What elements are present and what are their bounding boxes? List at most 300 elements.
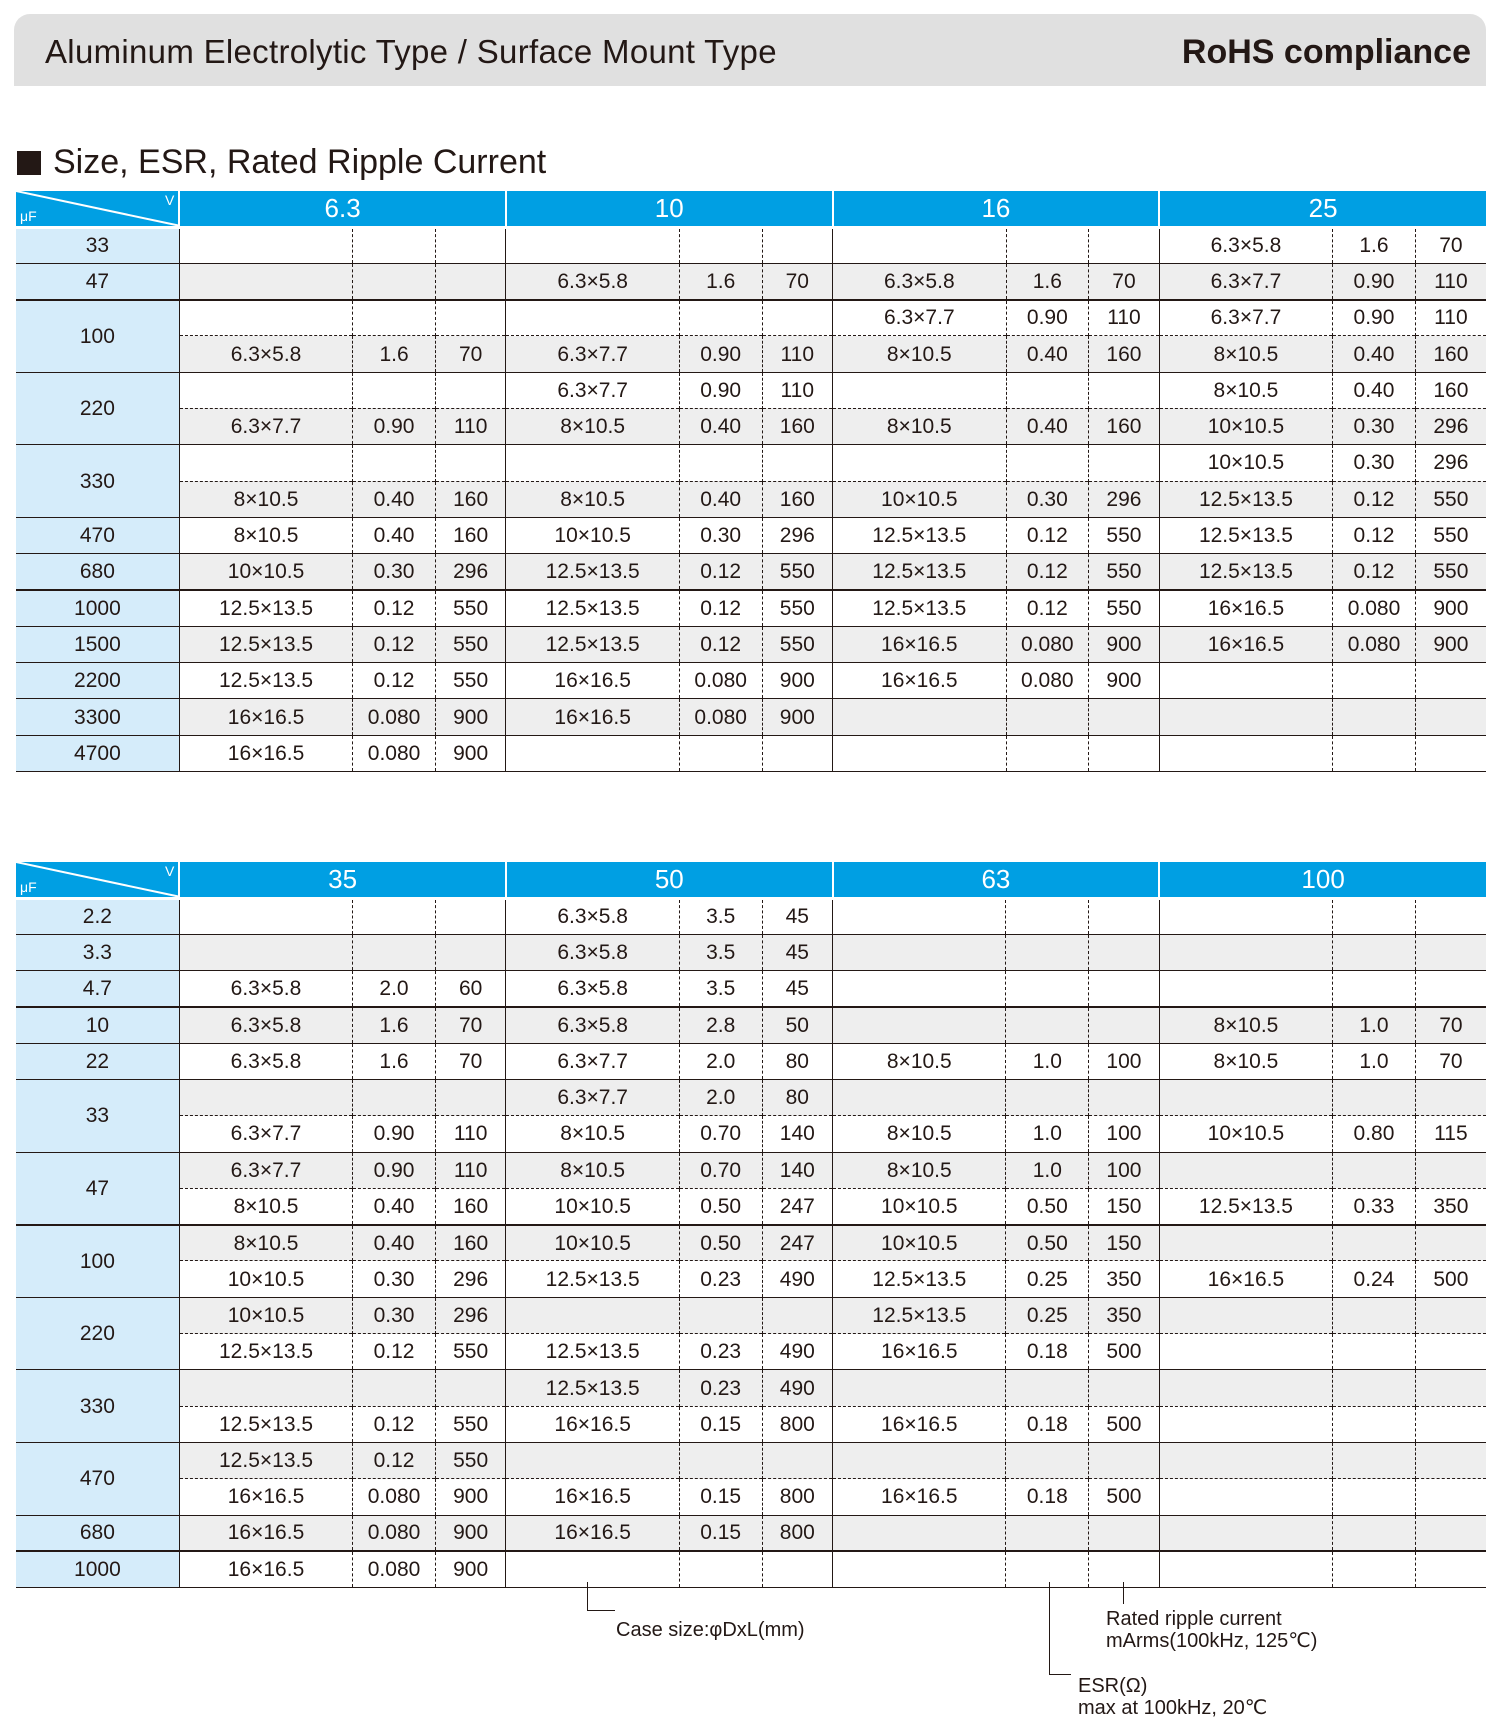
capacitance-cell: 220 bbox=[16, 1297, 179, 1370]
ripple-current-cell: 350 bbox=[1089, 1297, 1160, 1333]
esr-cell: 0.40 bbox=[1006, 408, 1089, 444]
ripple-current-cell: 140 bbox=[762, 1116, 833, 1152]
ripple-current-cell bbox=[1415, 1225, 1486, 1261]
ripple-current-cell bbox=[435, 372, 506, 408]
esr-cell: 2.0 bbox=[679, 1079, 762, 1115]
ripple-current-cell: 110 bbox=[762, 336, 833, 372]
esr-cell: 0.30 bbox=[353, 1261, 436, 1297]
esr-cell: 1.0 bbox=[1006, 1116, 1089, 1152]
case-size-cell: 6.3×7.7 bbox=[1159, 300, 1332, 336]
ripple-current-cell: 110 bbox=[762, 372, 833, 408]
ripple-current-cell: 45 bbox=[762, 971, 833, 1007]
table-row bbox=[16, 372, 1486, 408]
case-size-cell: 16×16.5 bbox=[833, 1334, 1006, 1370]
ripple-current-cell: 500 bbox=[1415, 1261, 1486, 1297]
table-row bbox=[16, 1334, 1486, 1370]
case-size-cell: 8×10.5 bbox=[506, 1152, 679, 1188]
esr-cell: 0.12 bbox=[679, 554, 762, 590]
voltage-header: 16 bbox=[833, 191, 1160, 227]
table-row bbox=[16, 1479, 1486, 1515]
esr-cell: 1.0 bbox=[1333, 1007, 1416, 1043]
table-row bbox=[16, 1007, 1486, 1043]
case-size-cell: 6.3×7.7 bbox=[506, 1043, 679, 1079]
ripple-current-cell: 900 bbox=[762, 663, 833, 699]
ripple-current-cell bbox=[1089, 445, 1160, 481]
case-size-cell: 6.3×5.8 bbox=[179, 1043, 352, 1079]
case-size-cell: 12.5×13.5 bbox=[1159, 481, 1332, 517]
capacitance-cell: 10 bbox=[16, 1007, 179, 1043]
esr-cell bbox=[1006, 735, 1089, 771]
esr-cell: 2.8 bbox=[679, 1007, 762, 1043]
case-size-cell: 8×10.5 bbox=[506, 408, 679, 444]
case-size-cell: 10×10.5 bbox=[179, 1261, 352, 1297]
voltage-unit-label: V bbox=[164, 192, 175, 208]
esr-cell bbox=[1006, 1370, 1089, 1406]
ripple-current-cell: 100 bbox=[1089, 1116, 1160, 1152]
ripple-current-cell bbox=[1089, 1370, 1160, 1406]
case-size-cell bbox=[1159, 934, 1332, 970]
diagonal-divider-icon bbox=[16, 862, 178, 897]
esr-cell bbox=[1006, 1442, 1089, 1478]
esr-cell bbox=[1006, 971, 1089, 1007]
esr-cell: 0.30 bbox=[353, 554, 436, 590]
esr-cell: 0.70 bbox=[679, 1152, 762, 1188]
table-row bbox=[16, 336, 1486, 372]
table-row bbox=[16, 517, 1486, 553]
case-size-cell bbox=[506, 227, 679, 263]
esr-cell bbox=[1333, 1079, 1416, 1115]
voltage-header: 25 bbox=[1159, 191, 1486, 227]
esr-cell: 0.12 bbox=[1006, 517, 1089, 553]
case-size-cell: 10×10.5 bbox=[833, 481, 1006, 517]
esr-cell: 0.90 bbox=[353, 408, 436, 444]
ripple-current-cell: 247 bbox=[762, 1225, 833, 1261]
case-size-pointer bbox=[587, 1582, 588, 1610]
table-row bbox=[16, 898, 1486, 934]
capacitance-cell: 100 bbox=[16, 1225, 179, 1298]
esr-cell bbox=[353, 445, 436, 481]
case-size-cell: 12.5×13.5 bbox=[506, 1334, 679, 1370]
esr-cell: 0.080 bbox=[1006, 626, 1089, 662]
capacitance-cell: 220 bbox=[16, 372, 179, 445]
esr-cell bbox=[353, 1370, 436, 1406]
ripple-current-cell: 900 bbox=[1415, 590, 1486, 626]
esr-cell: 0.90 bbox=[1333, 263, 1416, 299]
esr-cell: 0.12 bbox=[353, 1442, 436, 1478]
esr-cell: 1.6 bbox=[353, 1007, 436, 1043]
esr-cell: 0.12 bbox=[353, 1334, 436, 1370]
ripple-current-cell: 110 bbox=[435, 1116, 506, 1152]
esr-cell: 0.90 bbox=[1006, 300, 1089, 336]
case-size-cell: 16×16.5 bbox=[1159, 590, 1332, 626]
ripple-current-cell bbox=[762, 1551, 833, 1587]
ripple-current-cell bbox=[762, 445, 833, 481]
esr-cell: 0.40 bbox=[353, 1225, 436, 1261]
case-size-cell: 12.5×13.5 bbox=[1159, 1188, 1332, 1224]
case-size-cell bbox=[179, 263, 352, 299]
ripple-current-cell bbox=[435, 227, 506, 263]
rohs-compliance-label: RoHS compliance bbox=[1181, 33, 1471, 71]
esr-cell: 0.080 bbox=[679, 663, 762, 699]
ripple-current-cell bbox=[1089, 934, 1160, 970]
esr-cell: 0.080 bbox=[1333, 590, 1416, 626]
ripple-current-cell: 296 bbox=[435, 1261, 506, 1297]
case-size-cell: 6.3×5.8 bbox=[506, 263, 679, 299]
case-size-cell bbox=[833, 971, 1006, 1007]
ripple-current-cell: 550 bbox=[1089, 517, 1160, 553]
esr-cell: 0.12 bbox=[353, 626, 436, 662]
ripple-current-cell: 550 bbox=[1089, 590, 1160, 626]
ripple-current-cell: 296 bbox=[1415, 445, 1486, 481]
ripple-current-cell: 800 bbox=[762, 1406, 833, 1442]
ripple-current-cell: 296 bbox=[1415, 408, 1486, 444]
ripple-current-cell bbox=[1089, 971, 1160, 1007]
esr-cell bbox=[1333, 663, 1416, 699]
esr-cell: 0.50 bbox=[679, 1188, 762, 1224]
case-size-cell bbox=[833, 735, 1006, 771]
ripple-current-cell bbox=[1415, 663, 1486, 699]
table-row bbox=[16, 227, 1486, 263]
ripple-current-cell: 60 bbox=[435, 971, 506, 1007]
ripple-current-cell bbox=[435, 1079, 506, 1115]
case-size-cell: 6.3×7.7 bbox=[506, 1079, 679, 1115]
capacitance-cell: 2200 bbox=[16, 663, 179, 699]
esr-cell bbox=[1333, 699, 1416, 735]
case-size-cell bbox=[1159, 1442, 1332, 1478]
capacitance-cell: 330 bbox=[16, 1370, 179, 1443]
esr-cell: 3.5 bbox=[679, 934, 762, 970]
voltage-header: 63 bbox=[833, 862, 1160, 898]
esr-cell: 0.12 bbox=[679, 590, 762, 626]
ripple-current-cell bbox=[1415, 699, 1486, 735]
ripple-current-cell bbox=[762, 1297, 833, 1333]
ripple-current-cell: 490 bbox=[762, 1334, 833, 1370]
spec-table-low-voltage bbox=[16, 191, 1486, 772]
case-size-cell: 6.3×5.8 bbox=[1159, 227, 1332, 263]
capacitance-cell: 470 bbox=[16, 517, 179, 553]
esr-cell: 2.0 bbox=[679, 1043, 762, 1079]
esr-cell bbox=[1006, 372, 1089, 408]
esr-cell: 0.90 bbox=[353, 1152, 436, 1188]
esr-cell bbox=[1333, 1297, 1416, 1333]
ripple-current-cell: 550 bbox=[762, 554, 833, 590]
esr-cell: 0.90 bbox=[353, 1116, 436, 1152]
table-row bbox=[16, 1188, 1486, 1224]
ripple-current-cell: 160 bbox=[1089, 336, 1160, 372]
case-size-cell: 12.5×13.5 bbox=[179, 590, 352, 626]
esr-cell: 0.080 bbox=[1333, 626, 1416, 662]
case-size-cell bbox=[179, 1079, 352, 1115]
case-size-cell: 8×10.5 bbox=[833, 336, 1006, 372]
esr-pointer-foot bbox=[1049, 1674, 1071, 1675]
ripple-current-cell: 160 bbox=[435, 1188, 506, 1224]
esr-cell bbox=[353, 934, 436, 970]
ripple-current-cell: 350 bbox=[1089, 1261, 1160, 1297]
case-size-cell bbox=[833, 445, 1006, 481]
case-size-cell bbox=[1159, 1152, 1332, 1188]
capacitance-cell: 3300 bbox=[16, 699, 179, 735]
esr-cell: 0.23 bbox=[679, 1261, 762, 1297]
ripple-pointer bbox=[1123, 1582, 1124, 1604]
esr-cell: 0.080 bbox=[353, 1479, 436, 1515]
diagonal-divider-icon bbox=[16, 191, 178, 226]
ripple-current-cell: 45 bbox=[762, 934, 833, 970]
esr-cell: 3.5 bbox=[679, 898, 762, 934]
esr-cell: 0.40 bbox=[353, 517, 436, 553]
esr-cell: 0.40 bbox=[353, 481, 436, 517]
ripple-current-cell: 900 bbox=[435, 1551, 506, 1587]
ripple-current-cell: 70 bbox=[435, 336, 506, 372]
case-size-cell bbox=[1159, 1297, 1332, 1333]
case-size-cell bbox=[1159, 735, 1332, 771]
esr-cell bbox=[353, 372, 436, 408]
esr-cell: 0.40 bbox=[679, 408, 762, 444]
voltage-header: 35 bbox=[179, 862, 506, 898]
case-size-cell bbox=[1159, 1515, 1332, 1551]
ripple-current-cell: 110 bbox=[1089, 300, 1160, 336]
case-size-cell bbox=[1159, 699, 1332, 735]
voltage-unit-label: V bbox=[164, 863, 175, 879]
ripple-current-cell: 550 bbox=[435, 590, 506, 626]
ripple-current-cell: 296 bbox=[435, 554, 506, 590]
section-heading-text: Size, ESR, Rated Ripple Current bbox=[53, 143, 547, 181]
ripple-current-cell: 900 bbox=[435, 1515, 506, 1551]
table-row bbox=[16, 300, 1486, 336]
table-row bbox=[16, 735, 1486, 771]
case-size-cell bbox=[1159, 1079, 1332, 1115]
esr-cell: 0.50 bbox=[1006, 1225, 1089, 1261]
case-size-cell bbox=[833, 1079, 1006, 1115]
esr-cell: 0.90 bbox=[1333, 300, 1416, 336]
case-size-cell: 8×10.5 bbox=[506, 481, 679, 517]
table-row bbox=[16, 663, 1486, 699]
ripple-current-cell: 160 bbox=[435, 1225, 506, 1261]
esr-cell: 0.33 bbox=[1333, 1188, 1416, 1224]
capacitance-cell: 47 bbox=[16, 1152, 179, 1225]
case-size-cell: 8×10.5 bbox=[506, 1116, 679, 1152]
ripple-current-cell: 550 bbox=[762, 590, 833, 626]
case-size-cell: 16×16.5 bbox=[179, 1479, 352, 1515]
esr-cell: 0.23 bbox=[679, 1334, 762, 1370]
esr-cell: 0.12 bbox=[1006, 590, 1089, 626]
ripple-note-line1: Rated ripple current bbox=[1106, 1608, 1282, 1630]
capacitance-cell: 100 bbox=[16, 300, 179, 373]
case-size-cell: 6.3×5.8 bbox=[506, 934, 679, 970]
case-size-cell bbox=[1159, 1370, 1332, 1406]
ripple-current-cell: 296 bbox=[762, 517, 833, 553]
ripple-current-cell bbox=[435, 445, 506, 481]
case-size-cell: 12.5×13.5 bbox=[1159, 517, 1332, 553]
table-row bbox=[16, 481, 1486, 517]
esr-cell bbox=[1333, 971, 1416, 1007]
case-size-cell: 6.3×5.8 bbox=[506, 1007, 679, 1043]
ripple-current-cell: 550 bbox=[435, 1442, 506, 1478]
ripple-current-cell: 140 bbox=[762, 1152, 833, 1188]
case-size-cell: 12.5×13.5 bbox=[506, 554, 679, 590]
esr-cell: 0.18 bbox=[1006, 1334, 1089, 1370]
capacitance-cell: 680 bbox=[16, 1515, 179, 1551]
case-size-cell: 16×16.5 bbox=[1159, 626, 1332, 662]
case-size-cell bbox=[179, 445, 352, 481]
esr-cell: 0.15 bbox=[679, 1515, 762, 1551]
case-size-cell: 12.5×13.5 bbox=[179, 663, 352, 699]
case-size-cell: 16×16.5 bbox=[506, 1406, 679, 1442]
esr-cell: 0.50 bbox=[1006, 1188, 1089, 1224]
ripple-current-cell: 900 bbox=[435, 699, 506, 735]
table-row bbox=[16, 1406, 1486, 1442]
ripple-current-cell: 110 bbox=[435, 1152, 506, 1188]
esr-cell: 0.12 bbox=[679, 626, 762, 662]
ripple-current-cell: 160 bbox=[1415, 372, 1486, 408]
esr-pointer bbox=[1049, 1582, 1050, 1674]
ripple-current-cell: 160 bbox=[762, 481, 833, 517]
esr-cell: 0.30 bbox=[1006, 481, 1089, 517]
ripple-current-cell bbox=[435, 263, 506, 299]
case-size-cell: 10×10.5 bbox=[1159, 1116, 1332, 1152]
esr-cell bbox=[679, 1297, 762, 1333]
esr-cell: 0.12 bbox=[1333, 554, 1416, 590]
case-size-cell: 8×10.5 bbox=[179, 1225, 352, 1261]
case-size-pointer-foot bbox=[587, 1610, 615, 1611]
table-row bbox=[16, 699, 1486, 735]
esr-note-line2: max at 100kHz, 20℃ bbox=[1078, 1697, 1268, 1719]
ripple-current-cell: 490 bbox=[762, 1370, 833, 1406]
ripple-current-cell: 550 bbox=[1415, 481, 1486, 517]
case-size-cell: 8×10.5 bbox=[833, 1116, 1006, 1152]
ripple-current-cell: 160 bbox=[762, 408, 833, 444]
case-size-cell bbox=[833, 1370, 1006, 1406]
case-size-cell: 12.5×13.5 bbox=[833, 1261, 1006, 1297]
esr-cell: 0.40 bbox=[1333, 336, 1416, 372]
case-size-cell: 12.5×13.5 bbox=[1159, 554, 1332, 590]
case-size-cell: 10×10.5 bbox=[506, 1225, 679, 1261]
case-size-cell bbox=[179, 898, 352, 934]
case-size-cell: 16×16.5 bbox=[506, 663, 679, 699]
esr-cell: 0.18 bbox=[1006, 1479, 1089, 1515]
case-size-cell bbox=[1159, 1225, 1332, 1261]
case-size-cell: 12.5×13.5 bbox=[506, 626, 679, 662]
case-size-cell: 16×16.5 bbox=[833, 1479, 1006, 1515]
case-size-cell: 12.5×13.5 bbox=[506, 590, 679, 626]
voltage-header-row bbox=[16, 862, 1486, 898]
ripple-current-cell: 80 bbox=[762, 1079, 833, 1115]
esr-cell bbox=[1333, 735, 1416, 771]
esr-note-line1: ESR(Ω) bbox=[1078, 1675, 1148, 1697]
case-size-cell: 6.3×5.8 bbox=[179, 971, 352, 1007]
esr-cell: 0.080 bbox=[1006, 663, 1089, 699]
esr-cell: 1.0 bbox=[1333, 1043, 1416, 1079]
ripple-current-cell bbox=[1089, 898, 1160, 934]
case-size-cell: 16×16.5 bbox=[179, 1515, 352, 1551]
esr-cell: 0.25 bbox=[1006, 1297, 1089, 1333]
esr-cell: 0.080 bbox=[353, 1515, 436, 1551]
esr-cell: 0.80 bbox=[1333, 1116, 1416, 1152]
ripple-current-cell: 350 bbox=[1415, 1188, 1486, 1224]
spec-table-high-voltage bbox=[16, 862, 1486, 1588]
capacitance-unit-label: μF bbox=[20, 207, 37, 224]
table-row bbox=[16, 1079, 1486, 1115]
case-size-cell bbox=[1159, 898, 1332, 934]
case-size-cell: 16×16.5 bbox=[833, 626, 1006, 662]
esr-cell bbox=[679, 1442, 762, 1478]
ripple-current-cell: 247 bbox=[762, 1188, 833, 1224]
esr-cell: 0.40 bbox=[679, 481, 762, 517]
case-size-cell: 10×10.5 bbox=[179, 554, 352, 590]
ripple-current-cell bbox=[435, 898, 506, 934]
esr-cell: 0.40 bbox=[1333, 372, 1416, 408]
case-size-cell bbox=[1159, 663, 1332, 699]
ripple-note-line2: mArms(100kHz, 125℃) bbox=[1106, 1630, 1318, 1652]
section-heading bbox=[17, 143, 546, 182]
esr-cell: 0.30 bbox=[679, 517, 762, 553]
case-size-cell bbox=[1159, 971, 1332, 1007]
table-row bbox=[16, 1297, 1486, 1333]
esr-cell bbox=[1006, 934, 1089, 970]
esr-cell: 0.23 bbox=[679, 1370, 762, 1406]
ripple-current-cell bbox=[1415, 1152, 1486, 1188]
ripple-current-cell: 110 bbox=[435, 408, 506, 444]
esr-cell: 0.080 bbox=[679, 699, 762, 735]
capacitance-cell: 4.7 bbox=[16, 971, 179, 1007]
ripple-current-cell bbox=[1415, 1370, 1486, 1406]
case-size-cell bbox=[1159, 1551, 1332, 1587]
ripple-current-cell bbox=[1415, 1406, 1486, 1442]
case-size-cell: 8×10.5 bbox=[179, 481, 352, 517]
case-size-cell: 8×10.5 bbox=[1159, 372, 1332, 408]
case-size-cell bbox=[1159, 1406, 1332, 1442]
ripple-current-cell: 70 bbox=[435, 1043, 506, 1079]
table-row bbox=[16, 934, 1486, 970]
case-size-cell: 6.3×7.7 bbox=[506, 372, 679, 408]
table-row bbox=[16, 554, 1486, 590]
esr-cell bbox=[1333, 934, 1416, 970]
ripple-current-cell bbox=[1089, 1079, 1160, 1115]
ripple-current-cell: 115 bbox=[1415, 1116, 1486, 1152]
ripple-current-cell bbox=[435, 300, 506, 336]
ripple-current-cell: 900 bbox=[1089, 626, 1160, 662]
voltage-header: 10 bbox=[506, 191, 833, 227]
ripple-current-cell bbox=[1415, 1479, 1486, 1515]
ripple-current-cell bbox=[1089, 372, 1160, 408]
capacitance-cell: 1000 bbox=[16, 1551, 179, 1587]
esr-cell: 0.50 bbox=[679, 1225, 762, 1261]
table-row bbox=[16, 590, 1486, 626]
esr-cell: 0.40 bbox=[353, 1188, 436, 1224]
ripple-current-cell bbox=[1415, 1297, 1486, 1333]
capacitance-cell: 3.3 bbox=[16, 934, 179, 970]
esr-cell: 2.0 bbox=[353, 971, 436, 1007]
ripple-current-cell: 550 bbox=[435, 663, 506, 699]
case-size-cell: 16×16.5 bbox=[506, 1515, 679, 1551]
case-size-cell: 8×10.5 bbox=[833, 408, 1006, 444]
case-size-cell: 6.3×7.7 bbox=[1159, 263, 1332, 299]
case-size-cell: 10×10.5 bbox=[1159, 408, 1332, 444]
ripple-current-cell bbox=[1089, 1007, 1160, 1043]
case-size-cell bbox=[833, 227, 1006, 263]
esr-cell bbox=[1006, 1551, 1089, 1587]
esr-cell bbox=[1006, 445, 1089, 481]
case-size-cell: 12.5×13.5 bbox=[506, 1261, 679, 1297]
esr-cell: 0.12 bbox=[353, 590, 436, 626]
ripple-current-cell: 150 bbox=[1089, 1188, 1160, 1224]
case-size-cell: 12.5×13.5 bbox=[833, 517, 1006, 553]
capacitance-cell: 680 bbox=[16, 554, 179, 590]
ripple-current-cell: 296 bbox=[1089, 481, 1160, 517]
ripple-current-cell: 110 bbox=[1415, 300, 1486, 336]
ripple-current-cell bbox=[762, 1442, 833, 1478]
ripple-current-cell: 160 bbox=[435, 481, 506, 517]
case-size-cell bbox=[506, 1442, 679, 1478]
